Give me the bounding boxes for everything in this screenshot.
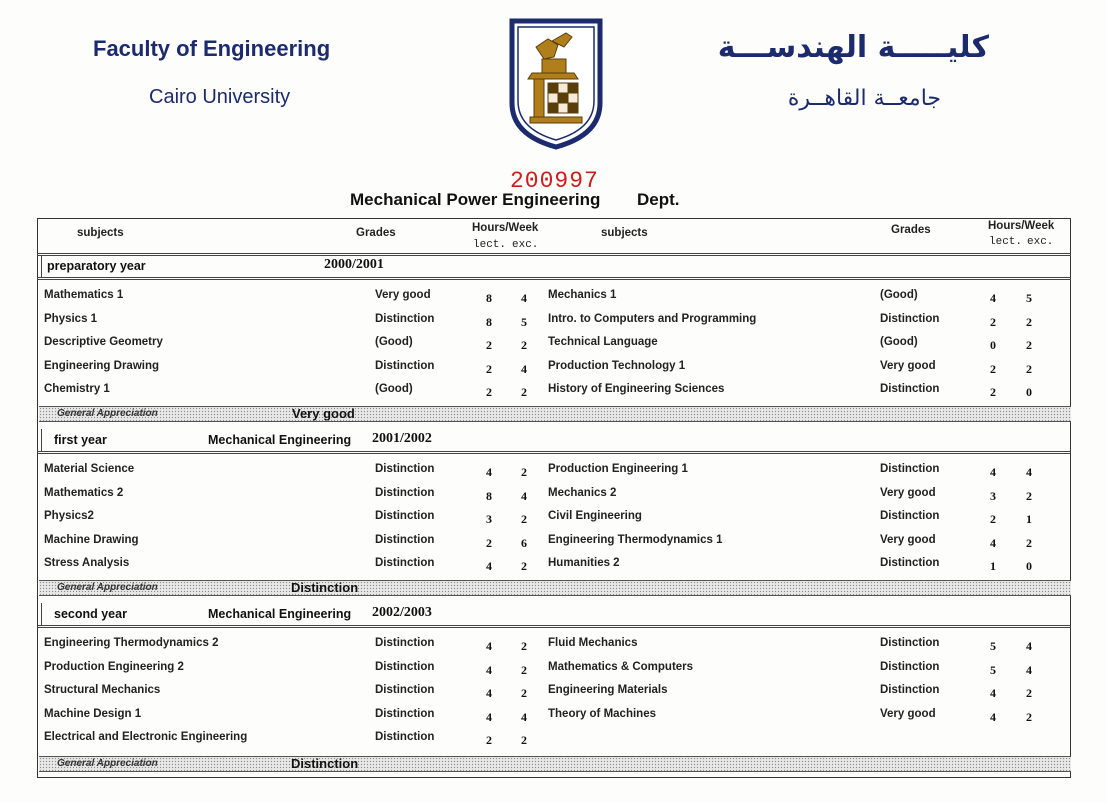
- exercise-hours: 1: [1026, 512, 1032, 526]
- lecture-hours: 2: [990, 385, 996, 399]
- exercise-hours: 5: [1026, 291, 1032, 305]
- subject-grade: Very good: [880, 707, 936, 720]
- subject-name: Engineering Drawing: [44, 359, 160, 372]
- subject-name: Mathematics 2: [44, 486, 124, 499]
- subject-name: Electrical and Electronic Engineering: [44, 731, 248, 743]
- subject-name: Structural Mechanics: [44, 684, 161, 696]
- subject-grade: Distinction: [375, 684, 435, 696]
- lecture-hours: 3: [486, 512, 492, 526]
- lecture-hours: 2: [486, 361, 492, 376]
- general-appreciation-label: General Appreciation: [57, 758, 158, 769]
- year-header: [41, 603, 1071, 625]
- subject-name: Engineering Thermodynamics 2: [44, 637, 219, 649]
- year-academic-range: 2000/2001: [324, 257, 384, 272]
- exercise-hours: 2: [521, 385, 527, 399]
- subject-name: Stress Analysis: [44, 557, 130, 569]
- exercise-hours: 4: [521, 291, 527, 305]
- subject-grade: (Good): [375, 383, 413, 395]
- subject-grade: Distinction: [375, 731, 435, 743]
- lecture-hours: 2: [990, 361, 996, 376]
- general-appreciation-bar: [39, 406, 1071, 422]
- subject-name: Chemistry 1: [44, 383, 110, 395]
- subject-name: Engineering Thermodynamics 1: [548, 533, 723, 546]
- exercise-hours: 4: [1026, 639, 1032, 653]
- exercise-hours: 2: [521, 512, 527, 526]
- subject-grade: Distinction: [880, 684, 940, 696]
- year-academic-range: 2001/2002: [372, 431, 432, 446]
- exercise-hours: 4: [1026, 662, 1032, 677]
- general-appreciation-value: Distinction: [291, 756, 359, 771]
- subject-name: Machine Design 1: [44, 707, 142, 720]
- subject-grade: Distinction: [375, 533, 435, 546]
- subject-name: Production Engineering 2: [44, 660, 184, 673]
- subject-grade: Very good: [880, 359, 936, 372]
- lecture-hours: 4: [990, 291, 996, 305]
- year-department: Mechanical Engineering: [208, 433, 352, 447]
- subject-name: Theory of Machines: [548, 707, 656, 720]
- subject-name: Humanities 2: [548, 557, 620, 569]
- column-header-grades-right: Grades: [891, 224, 931, 236]
- subject-name: Mechanics 2: [548, 486, 617, 499]
- subject-name: Production Engineering 1: [548, 463, 688, 475]
- subject-grade: Distinction: [880, 510, 940, 522]
- subject-name: History of Engineering Sciences: [548, 383, 725, 395]
- general-appreciation-bar: [39, 580, 1071, 596]
- subject-grade: Distinction: [375, 463, 435, 475]
- column-header-exc-left: exc.: [512, 239, 539, 251]
- column-header-exc-right: exc.: [1027, 236, 1054, 248]
- lecture-hours: 3: [990, 488, 996, 503]
- lecture-hours: 8: [486, 291, 492, 305]
- exercise-hours: 2: [1026, 361, 1032, 376]
- subject-name: Mathematics & Computers: [548, 660, 694, 673]
- subject-name: Mechanics 1: [548, 289, 617, 301]
- lecture-hours: 4: [486, 662, 492, 677]
- subject-name: Physics2: [44, 510, 94, 522]
- subject-name: Machine Drawing: [44, 533, 139, 546]
- subject-grade: Distinction: [375, 557, 435, 569]
- faculty-title-arabic: كليـــــة الهندســـة: [717, 30, 989, 65]
- lecture-hours: 4: [486, 465, 492, 479]
- subject-name: Fluid Mechanics: [548, 637, 638, 649]
- faculty-title: Faculty of Engineering: [93, 36, 331, 61]
- exercise-hours: 2: [521, 639, 527, 653]
- exercise-hours: 4: [521, 361, 527, 376]
- lecture-hours: 1: [990, 559, 996, 573]
- lecture-hours: 4: [486, 709, 492, 724]
- exercise-hours: 5: [521, 314, 527, 329]
- subject-grade: Very good: [880, 533, 936, 546]
- department-label: Dept.: [637, 190, 680, 209]
- subject-name: Production Technology 1: [548, 359, 686, 372]
- exercise-hours: 4: [1026, 465, 1032, 479]
- subject-name: Mathematics 1: [44, 289, 124, 301]
- general-appreciation-label: General Appreciation: [57, 408, 158, 419]
- column-header-lect-left: lect.: [473, 239, 507, 251]
- lecture-hours: 2: [486, 733, 492, 747]
- exercise-hours: 6: [521, 535, 527, 550]
- lecture-hours: 4: [486, 559, 492, 573]
- exercise-hours: 2: [1026, 686, 1032, 700]
- column-header-hours-left: Hours/Week: [472, 222, 539, 234]
- subject-grade: Distinction: [375, 637, 435, 649]
- serial-number-stamp: 200997: [510, 168, 599, 194]
- university-name-arabic: جامعــة القاهــرة: [787, 86, 941, 111]
- department-name: Mechanical Power Engineering: [350, 190, 601, 209]
- exercise-hours: 4: [521, 709, 527, 724]
- lecture-hours: 4: [990, 465, 996, 479]
- lecture-hours: 2: [486, 535, 492, 550]
- year-department: Mechanical Engineering: [208, 607, 352, 621]
- subject-grade: Distinction: [880, 383, 940, 395]
- subject-grade: Very good: [375, 289, 431, 301]
- subject-grade: Distinction: [880, 660, 940, 673]
- university-name: Cairo University: [149, 86, 291, 108]
- year-header: [41, 429, 1071, 451]
- subject-name: Descriptive Geometry: [44, 336, 163, 348]
- lecture-hours: 5: [990, 639, 996, 653]
- exercise-hours: 2: [1026, 314, 1032, 329]
- lecture-hours: 4: [486, 686, 492, 700]
- exercise-hours: 2: [521, 465, 527, 479]
- exercise-hours: 2: [521, 686, 527, 700]
- subject-grade: Distinction: [880, 463, 940, 475]
- exercise-hours: 2: [521, 733, 527, 747]
- year-name: second year: [54, 607, 127, 621]
- subject-grade: Distinction: [880, 557, 940, 569]
- exercise-hours: 2: [521, 662, 527, 677]
- lecture-hours: 4: [990, 535, 996, 550]
- subject-grade: Distinction: [375, 707, 435, 720]
- year-name: preparatory year: [47, 259, 146, 273]
- column-header-lect-right: lect.: [989, 236, 1023, 248]
- subject-grade: Distinction: [880, 637, 940, 649]
- subject-grade: Distinction: [375, 660, 435, 673]
- exercise-hours: 0: [1026, 559, 1032, 573]
- exercise-hours: 0: [1026, 385, 1032, 399]
- year-academic-range: 2002/2003: [372, 605, 432, 620]
- year-name: first year: [54, 433, 107, 447]
- lecture-hours: 8: [486, 314, 492, 329]
- lecture-hours: 4: [990, 709, 996, 724]
- subject-grade: Distinction: [375, 312, 435, 325]
- general-appreciation-value: Distinction: [291, 580, 359, 595]
- exercise-hours: 2: [1026, 488, 1032, 503]
- lecture-hours: 4: [990, 686, 996, 700]
- subject-name: Civil Engineering: [548, 510, 642, 522]
- subject-name: Intro. to Computers and Programming: [548, 312, 757, 325]
- exercise-hours: 2: [521, 338, 527, 352]
- subject-grade: (Good): [880, 336, 918, 348]
- exercise-hours: 4: [521, 488, 527, 503]
- lecture-hours: 2: [486, 385, 492, 399]
- lecture-hours: 4: [486, 639, 492, 653]
- general-appreciation-label: General Appreciation: [57, 582, 158, 593]
- subject-name: Material Science: [44, 463, 135, 475]
- exercise-hours: 2: [521, 559, 527, 573]
- lecture-hours: 2: [990, 512, 996, 526]
- lecture-hours: 2: [990, 314, 996, 329]
- column-header-subjects-left: subjects: [77, 227, 124, 239]
- general-appreciation-bar: [39, 756, 1071, 772]
- subject-grade: Distinction: [375, 486, 435, 499]
- subject-grade: (Good): [880, 289, 918, 301]
- exercise-hours: 2: [1026, 709, 1032, 724]
- subject-grade: (Good): [375, 336, 413, 348]
- subject-grade: Distinction: [880, 312, 940, 325]
- subject-name: Engineering Materials: [548, 684, 668, 696]
- general-appreciation-value: Very good: [292, 406, 355, 421]
- university-crest-icon: [508, 17, 604, 151]
- subject-grade: Distinction: [375, 510, 435, 522]
- exercise-hours: 2: [1026, 535, 1032, 550]
- exercise-hours: 2: [1026, 338, 1032, 352]
- lecture-hours: 2: [486, 338, 492, 352]
- lecture-hours: 5: [990, 662, 996, 677]
- column-header-subjects-right: subjects: [601, 227, 648, 239]
- lecture-hours: 8: [486, 488, 492, 503]
- subject-grade: Very good: [880, 486, 936, 499]
- subject-name: Physics 1: [44, 312, 98, 325]
- column-header-grades-left: Grades: [356, 227, 396, 239]
- column-header-hours-right: Hours/Week: [988, 220, 1055, 232]
- year-header: [41, 255, 1071, 277]
- subject-name: Technical Language: [548, 336, 658, 348]
- lecture-hours: 0: [990, 338, 996, 352]
- subject-grade: Distinction: [375, 359, 435, 372]
